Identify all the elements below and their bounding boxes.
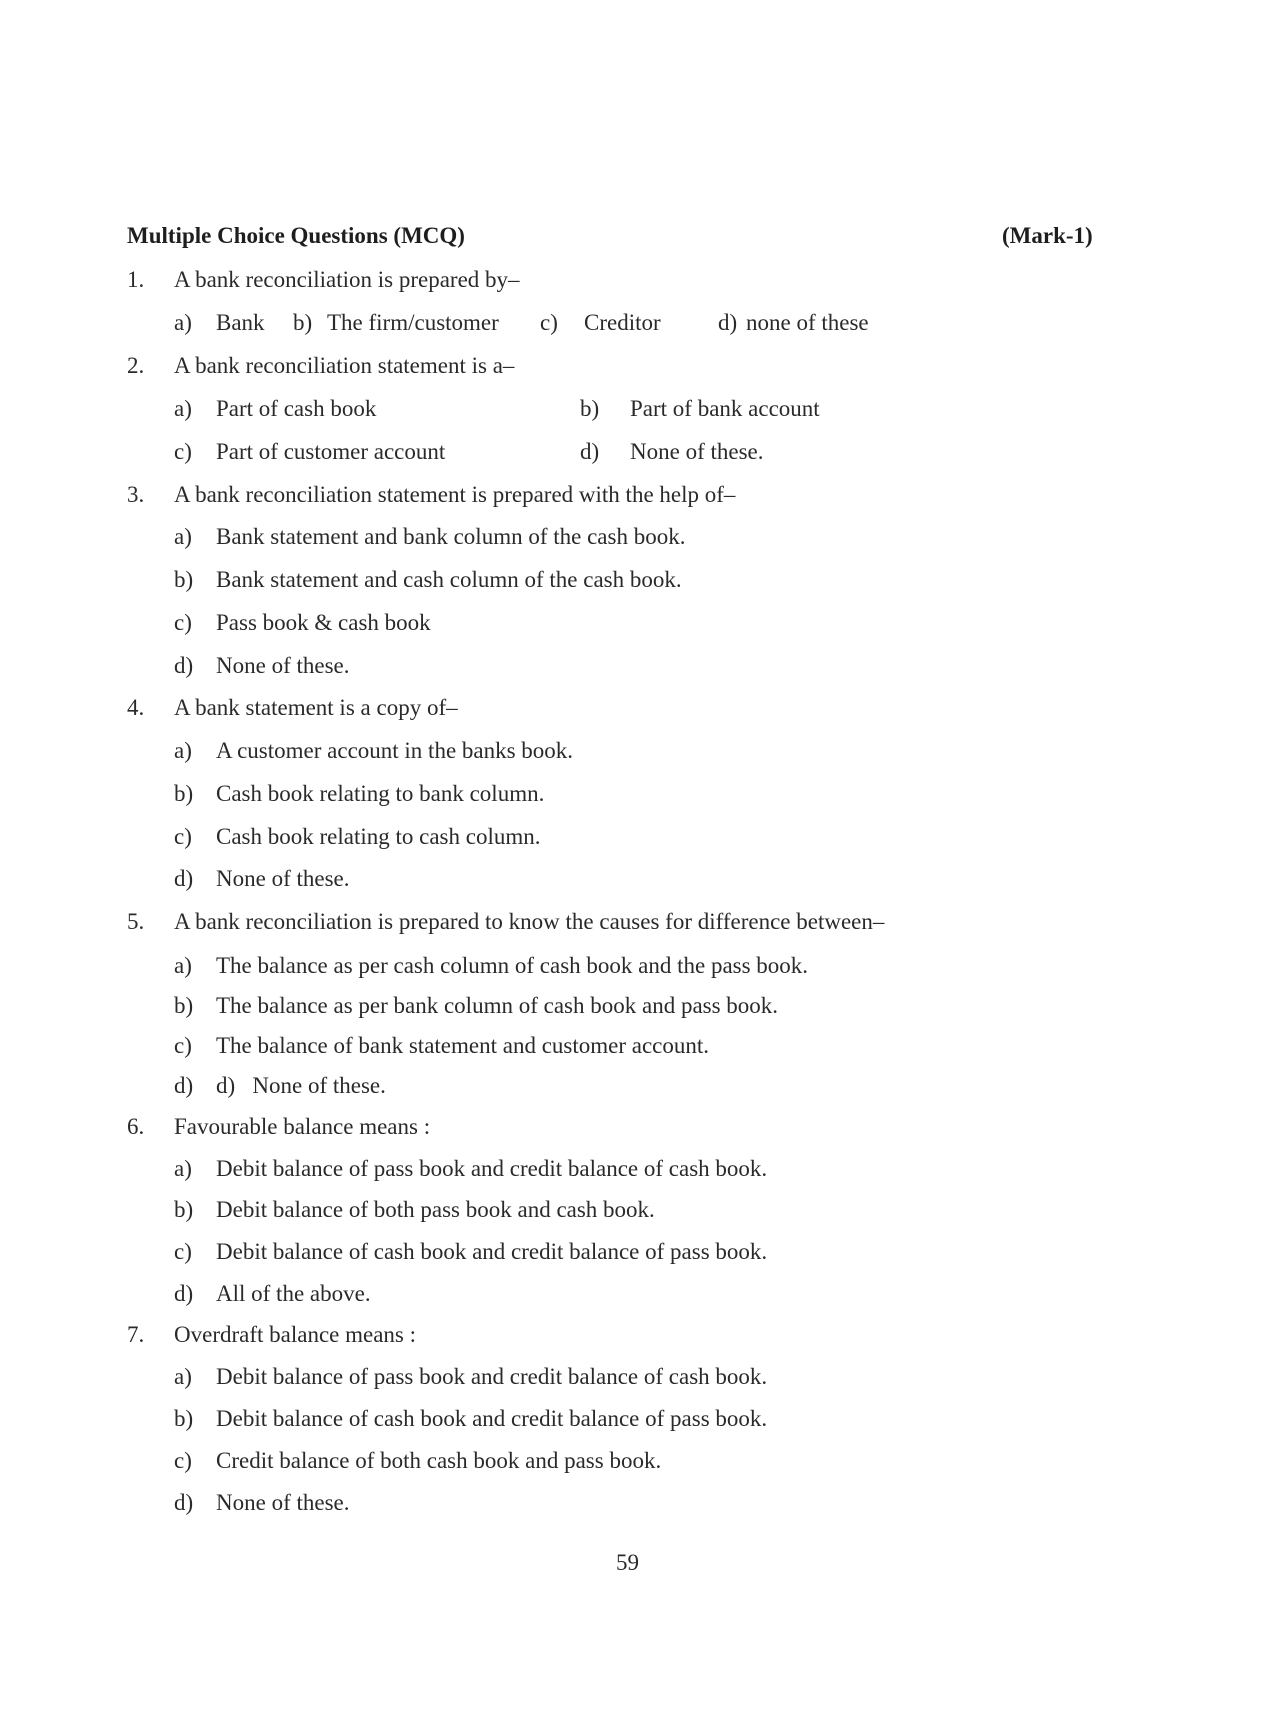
option-label: a)	[174, 310, 192, 335]
option-text: The firm/customer	[327, 310, 499, 335]
question-text: A bank reconciliation is prepared by–	[174, 267, 520, 292]
option-label: b)	[293, 310, 313, 335]
option-label: c)	[174, 1033, 192, 1058]
option-text: Debit balance of pass book and credit balance of cash book.	[216, 1364, 768, 1389]
question-text: Favourable balance means :	[174, 1114, 431, 1139]
option-label: b)	[174, 993, 194, 1018]
question-text: A bank reconciliation is prepared to know the causes for difference between–	[174, 909, 885, 934]
question-text: A bank statement is a copy of–	[174, 695, 458, 720]
option-label: a)	[174, 524, 192, 549]
option-label: a)	[174, 1364, 192, 1389]
option-label: d)	[718, 310, 738, 335]
option-label: b)	[174, 567, 194, 592]
page-title: Multiple Choice Questions (MCQ)	[127, 223, 465, 248]
option-label: b)	[174, 1197, 194, 1222]
option-label: b)	[580, 396, 600, 421]
option-label: d)	[174, 1281, 194, 1306]
option-label: d)	[174, 653, 194, 678]
question-number: 3.	[127, 482, 145, 507]
option-text: none of these	[746, 310, 869, 335]
option-text: None of these.	[630, 439, 764, 464]
option-text: Creditor	[584, 310, 661, 335]
option-text: Debit balance of both pass book and cash book.	[216, 1197, 655, 1222]
option-text: None of these.	[216, 866, 350, 891]
option-text: None of these.	[216, 653, 350, 678]
question-number: 7.	[127, 1322, 145, 1347]
option-text: Pass book & cash book	[216, 610, 431, 635]
option-label: a)	[174, 396, 192, 421]
option-label: c)	[174, 610, 192, 635]
option-text: None of these.	[216, 1490, 350, 1515]
option-text: Credit balance of both cash book and pass book.	[216, 1448, 662, 1473]
option-text: Bank statement and cash column of the cash book.	[216, 567, 682, 592]
option-label: a)	[174, 953, 192, 978]
question-number: 1.	[127, 267, 145, 292]
option-text: All of the above.	[216, 1281, 371, 1306]
option-text: Part of cash book	[216, 396, 377, 421]
option-label: c)	[174, 1239, 192, 1264]
question-number: 2.	[127, 353, 145, 378]
mark-label: (Mark-1)	[1002, 223, 1093, 248]
option-text: Debit balance of pass book and credit balance of cash book.	[216, 1156, 768, 1181]
option-text: Bank statement and bank column of the cash book.	[216, 524, 686, 549]
option-text: Part of bank account	[630, 396, 820, 421]
option-label: c)	[174, 824, 192, 849]
option-label: d)	[174, 866, 194, 891]
option-label: d)	[174, 1490, 194, 1515]
option-text: Part of customer account	[216, 439, 446, 464]
option-label: d)	[580, 439, 600, 464]
option-text: Cash book relating to bank column.	[216, 781, 545, 806]
option-label: d)	[174, 1073, 194, 1098]
page-number: 59	[616, 1550, 639, 1575]
option-text: Debit balance of cash book and credit balance of pass book.	[216, 1239, 768, 1264]
option-label: b)	[174, 781, 194, 806]
question-number: 5.	[127, 909, 145, 934]
option-text: The balance of bank statement and customer account.	[216, 1033, 710, 1058]
option-text: Cash book relating to cash column.	[216, 824, 541, 849]
option-text: The balance as per cash column of cash book and the pass book.	[216, 953, 809, 978]
option-label: c)	[174, 1448, 192, 1473]
option-text: A customer account in the banks book.	[216, 738, 574, 763]
option-label: c)	[540, 310, 558, 335]
option-label: b)	[174, 1406, 194, 1431]
option-label: a)	[174, 738, 192, 763]
option-label: c)	[174, 439, 192, 464]
question-text: A bank reconciliation statement is prepared with the help of–	[174, 482, 736, 507]
option-label: a)	[174, 1156, 192, 1181]
option-text: Debit balance of cash book and credit balance of pass book.	[216, 1406, 768, 1431]
option-text: d) None of these.	[216, 1073, 386, 1098]
question-number: 4.	[127, 695, 145, 720]
option-text: The balance as per bank column of cash book and pass book.	[216, 993, 779, 1018]
question-text: Overdraft balance means :	[174, 1322, 417, 1347]
question-number: 6.	[127, 1114, 145, 1139]
question-text: A bank reconciliation statement is a–	[174, 353, 515, 378]
option-text: Bank	[216, 310, 265, 335]
